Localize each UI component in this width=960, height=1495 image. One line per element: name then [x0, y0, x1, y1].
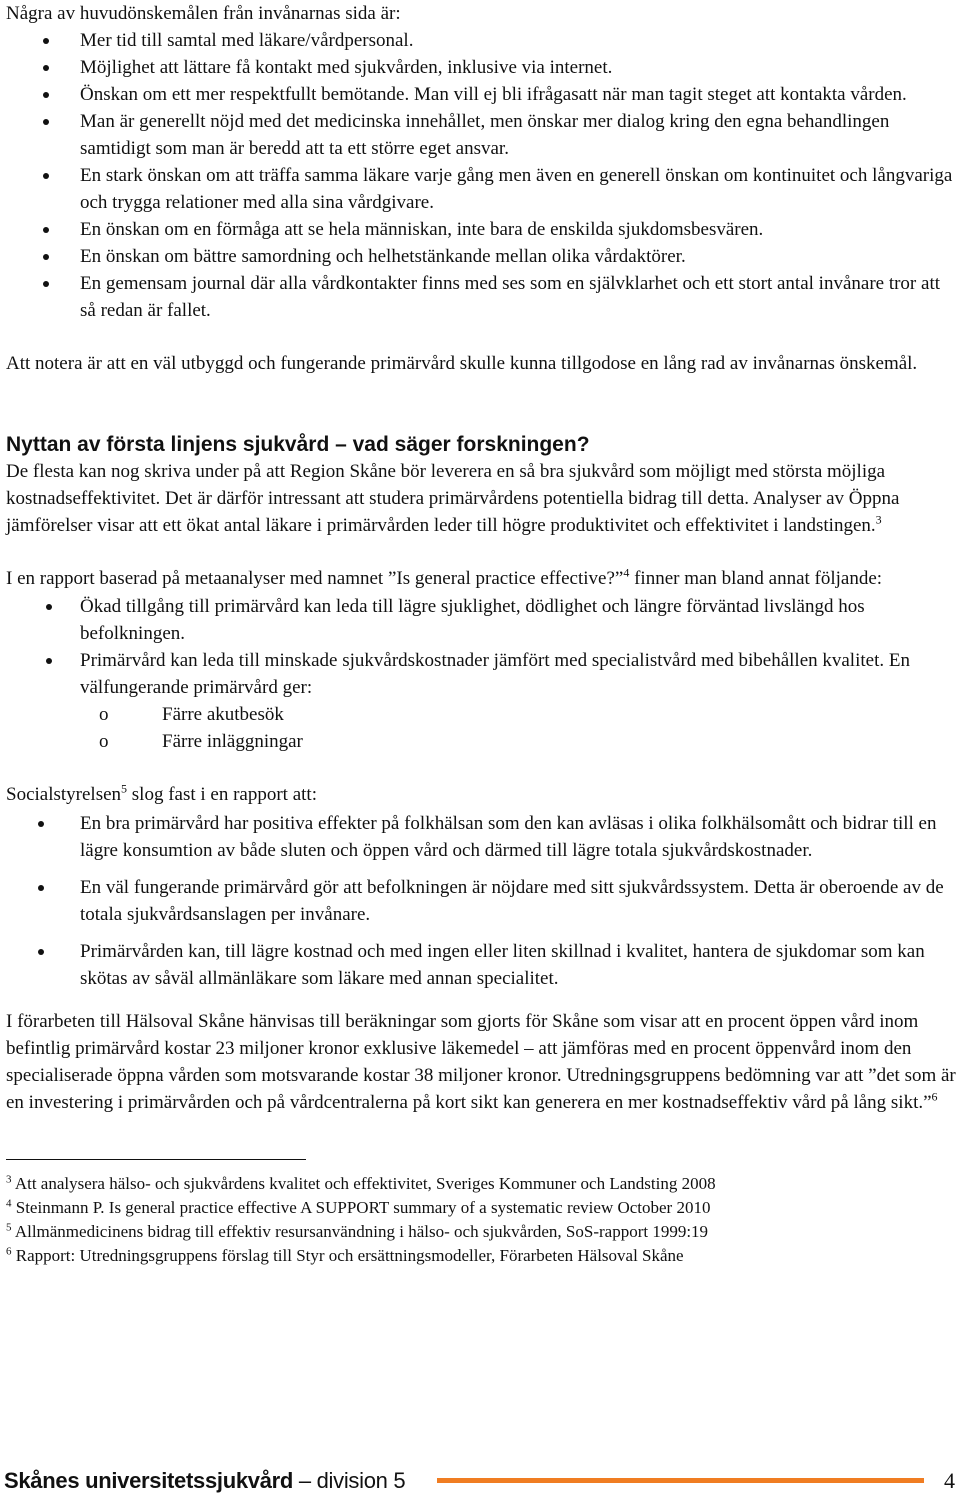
section-heading: Nyttan av första linjens sjukvård – vad säger forskningen? — [6, 433, 590, 456]
bullet-icon — [43, 65, 49, 71]
footnote-ref: 5 — [121, 781, 128, 796]
footnotes — [6, 1172, 956, 1268]
bullet-icon — [43, 119, 49, 125]
footnote: $^3$ Att analysera hälso- och sjukvårdens kvalitet och effektivitet, Sveriges Kommuner och Landsting 2008 — [6, 1173, 716, 1193]
bullet-icon — [46, 604, 52, 610]
list-item: Man är generellt nöjd med det medicinska innehållet, men önskar mer dialog kring den egna behandlingen samtidigt som man är beredd att ta ett större eget ansvar. — [6, 108, 956, 162]
list-item: Möjlighet att lättare få kontakt med sjukvården, inklusive via internet. — [6, 54, 956, 81]
bullet-icon — [43, 173, 49, 179]
footnote: $^5$ Allmänmedicinens bidrag till effektiv resursanvändning i hälso- och sjukvården, SoS-rapport 1999:19 — [6, 1221, 709, 1241]
paragraph: Socialstyrelsen$^5$ slog fast i en rapport att: — [6, 781, 317, 805]
list-item: En gemensam journal där alla vårdkontakter finns med ses som en självklarhet och ett stort antal invånare tror att så redan är fallet. — [6, 270, 956, 324]
footnote-ref: 3 — [875, 512, 882, 527]
document-page — [6, 0, 956, 1268]
list-item: Mer tid till samtal med läkare/vårdpersonal. — [6, 27, 956, 54]
bullet-icon — [43, 38, 49, 44]
footnote: $^6$ Rapport: Utredningsgruppens förslag till Styr och ersättningsmodeller, Förarbeten Hälsoval Skåne — [6, 1245, 684, 1265]
page-number: 4 — [944, 1468, 955, 1493]
list-item: En önskan om bättre samordning och helhetstänkande mellan olika vårdaktörer. — [6, 243, 956, 270]
intro-text: Några av huvudönskemålen från invånarnas sida är: — [6, 3, 401, 24]
footnote: $^4$ Steinmann P. Is general practice effective A SUPPORT summary of a systematic review October 2010 — [6, 1197, 711, 1217]
sub-list-item: o Färre inläggningar — [6, 728, 956, 755]
footnote-ref: 4 — [623, 565, 630, 580]
list-item: Önskan om ett mer respektfullt bemötande. Man vill ej bli ifrågasatt när man tagit steget att kontakta vården. — [6, 81, 956, 108]
footer-brand: Skånes universitetssjukvård – division 5 — [4, 1468, 406, 1493]
sos-list — [6, 810, 956, 992]
bullet-icon — [43, 227, 49, 233]
bullet-icon — [43, 254, 49, 260]
bullet-icon — [46, 658, 52, 664]
list-item: Primärvård kan leda till minskade sjukvårdskostnader jämfört med specialistvård med bibehållen kvalitet. En välfungerande primärvård ger: o Färre akutbesök o Färre inläggningar — [6, 647, 956, 755]
footnote-ref: 6 — [931, 1089, 938, 1104]
paragraph: I förarbeten till Hälsoval Skåne hänvisas till beräkningar som gjorts för Skåne som visar att en procent öppen vård inom befintlig primärvård kostar 23 miljoner kronor exklusive läkemedel – att jämföras med en procent öppenvård inom den specialiserade öppna vården som motsvarande kostar 38 miljoner kronor. Utredningsgruppens bedömning var att ”det som är en investering i primärvården och på vårdcentralerna på kort sikt kan generera en mer kostnadseffektiv vård på lång sikt.”$^6$ — [6, 1011, 956, 1113]
bullet-icon — [38, 949, 44, 955]
list-item: Primärvården kan, till lägre kostnad och med ingen eller liten skillnad i kvalitet, hantera de sjukdomar som kan skötas av såväl allmänläkare som läkare med annan specialitet. — [6, 938, 956, 992]
sub-list-item: o Färre akutbesök — [6, 701, 956, 728]
list-item: Ökad tillgång till primärvård kan leda till lägre sjuklighet, dödlighet och längre förväntad livslängd hos befolkningen. — [6, 593, 956, 647]
wishes-list — [6, 27, 956, 324]
bullet-icon — [43, 92, 49, 98]
note-paragraph: Att notera är att en väl utbyggd och fungerande primärvård skulle kunna tillgodose en lång rad av invånarnas önskemål. — [6, 353, 918, 374]
list-item: En bra primärvård har positiva effekter på folkhälsan som den kan avläsas i olika folkhälsomått och bidrar till en lägre konsumtion av både sluten och öppen vård och därmed till lägre totala sjukvårdskostnader. — [6, 810, 956, 864]
list-item: En stark önskan om att träffa samma läkare varje gång men även en generell önskan om kontinuitet och långvariga och trygga relationer med alla sina vårdgivare. — [6, 162, 956, 216]
bullet-icon — [38, 885, 44, 891]
bullet-icon — [43, 281, 49, 287]
list-item: En önskan om en förmåga att se hela människan, inte bara de enskilda sjukdomsbesvären. — [6, 216, 956, 243]
paragraph: I en rapport baserad på metaanalyser med namnet ”Is general practice effective?”$^4$ finner man bland annat följande: — [6, 565, 883, 589]
list-item: En väl fungerande primärvård gör att befolkningen är nöjdare med sitt sjukvårdssystem. Detta är oberoende av de totala sjukvårdsanslagen per invånare. — [6, 874, 956, 928]
bullet-icon — [38, 821, 44, 827]
paragraph: De flesta kan nog skriva under på att Region Skåne bör leverera en så bra sjukvård som möjligt med största möjliga kostnadseffektivitet. Det är därför intressant att studera primärvårdens potentiella bidrag till detta. Analyser av Öppna jämförelser visar att ett ökat antal läkare i primärvården leder till högre produktivitet och effektivitet i landstingen.$^3$ — [6, 461, 900, 536]
footer-accent-bar — [437, 1478, 924, 1483]
circle-marker: o — [99, 731, 109, 752]
sub-list — [80, 701, 956, 755]
page-footer — [0, 1460, 960, 1495]
findings-list — [6, 593, 956, 755]
circle-marker: o — [99, 704, 109, 725]
footnote-divider — [6, 1159, 306, 1160]
